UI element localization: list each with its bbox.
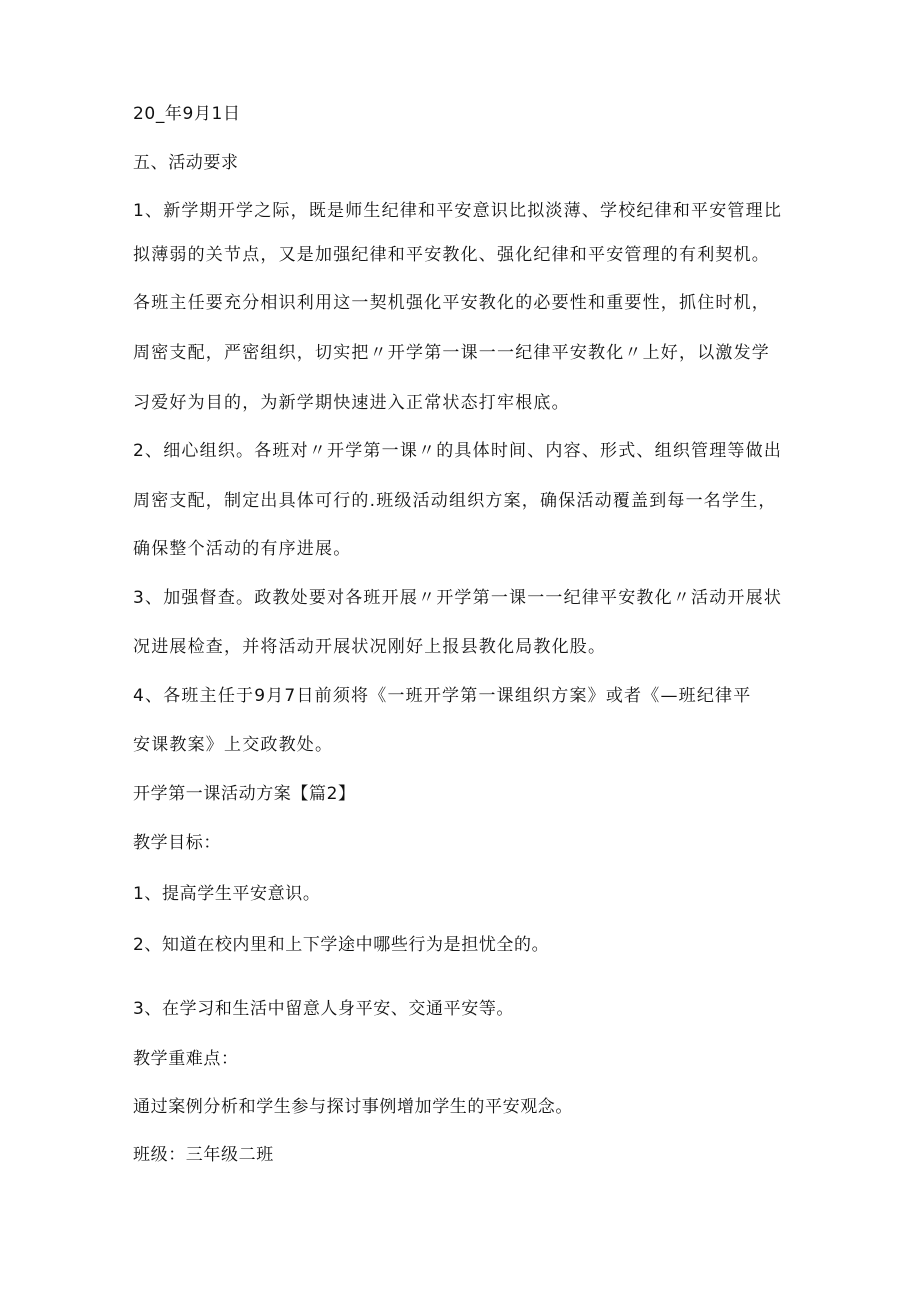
- item2-line3: 确保整个活动的有序进展。: [133, 539, 352, 559]
- item3-line2: 况进展检查，并将活动开展状况刚好上报县教化局教化股。: [133, 637, 607, 657]
- date-line: 20_年9月1日: [133, 104, 241, 124]
- difficulty-heading: 教学重难点：: [133, 1049, 239, 1069]
- item4-line2: 安课教案》上交政教处。: [133, 735, 334, 755]
- item3-line1: 3、加强督查。政教处要对各班开展〃开学第一课一一纪律平安教化〃活动开展状: [133, 588, 783, 608]
- difficulty-text: 通过案例分析和学生参与探讨事例增加学生的平安观念。: [133, 1097, 573, 1117]
- section-heading: 五、活动要求: [133, 153, 239, 173]
- item1-line4: 周密支配，严密组织，切实把〃开学第一课一一纪律平安教化〃上好，以激发学: [133, 343, 770, 363]
- goal-item-1: 1、提高学生平安意识。: [133, 884, 321, 904]
- goal-item-3: 3、在学习和生活中留意人身平安、交通平安等。: [133, 999, 515, 1019]
- item1-line1: 1、新学期开学之际，既是师生纪律和平安意识比拟淡薄、学校纪律和平安管理比: [133, 201, 783, 221]
- plan2-title: 开学第一课活动方案【篇2】: [133, 784, 356, 804]
- class-line: 班级：三年级二班: [133, 1145, 274, 1165]
- item4-line1: 4、各班主任于9月7日前须将《一班开学第一课组织方案》或者《—班纪律平: [133, 686, 752, 706]
- goal-item-2: 2、知道在校内里和上下学途中哪些行为是担忧全的。: [133, 935, 550, 955]
- goals-heading: 教学目标：: [133, 833, 221, 853]
- item1-line5: 习爱好为目的，为新学期快速进入正常状态打牢根底。: [133, 393, 570, 413]
- item1-line3: 各班主任要充分相识利用这一契机强化平安教化的必要性和重要性，抓住时机，: [133, 293, 770, 313]
- item2-line2: 周密支配，制定出具体可行的.班级活动组织方案，确保活动覆盖到每一名学生，: [133, 491, 777, 511]
- item1-line2: 拟薄弱的关节点，又是加强纪律和平安教化、强化纪律和平安管理的有利契机。: [133, 245, 770, 265]
- item2-line1: 2、细心组织。各班对〃开学第一课〃的具体时间、内容、形式、组织管理等做出: [133, 441, 783, 461]
